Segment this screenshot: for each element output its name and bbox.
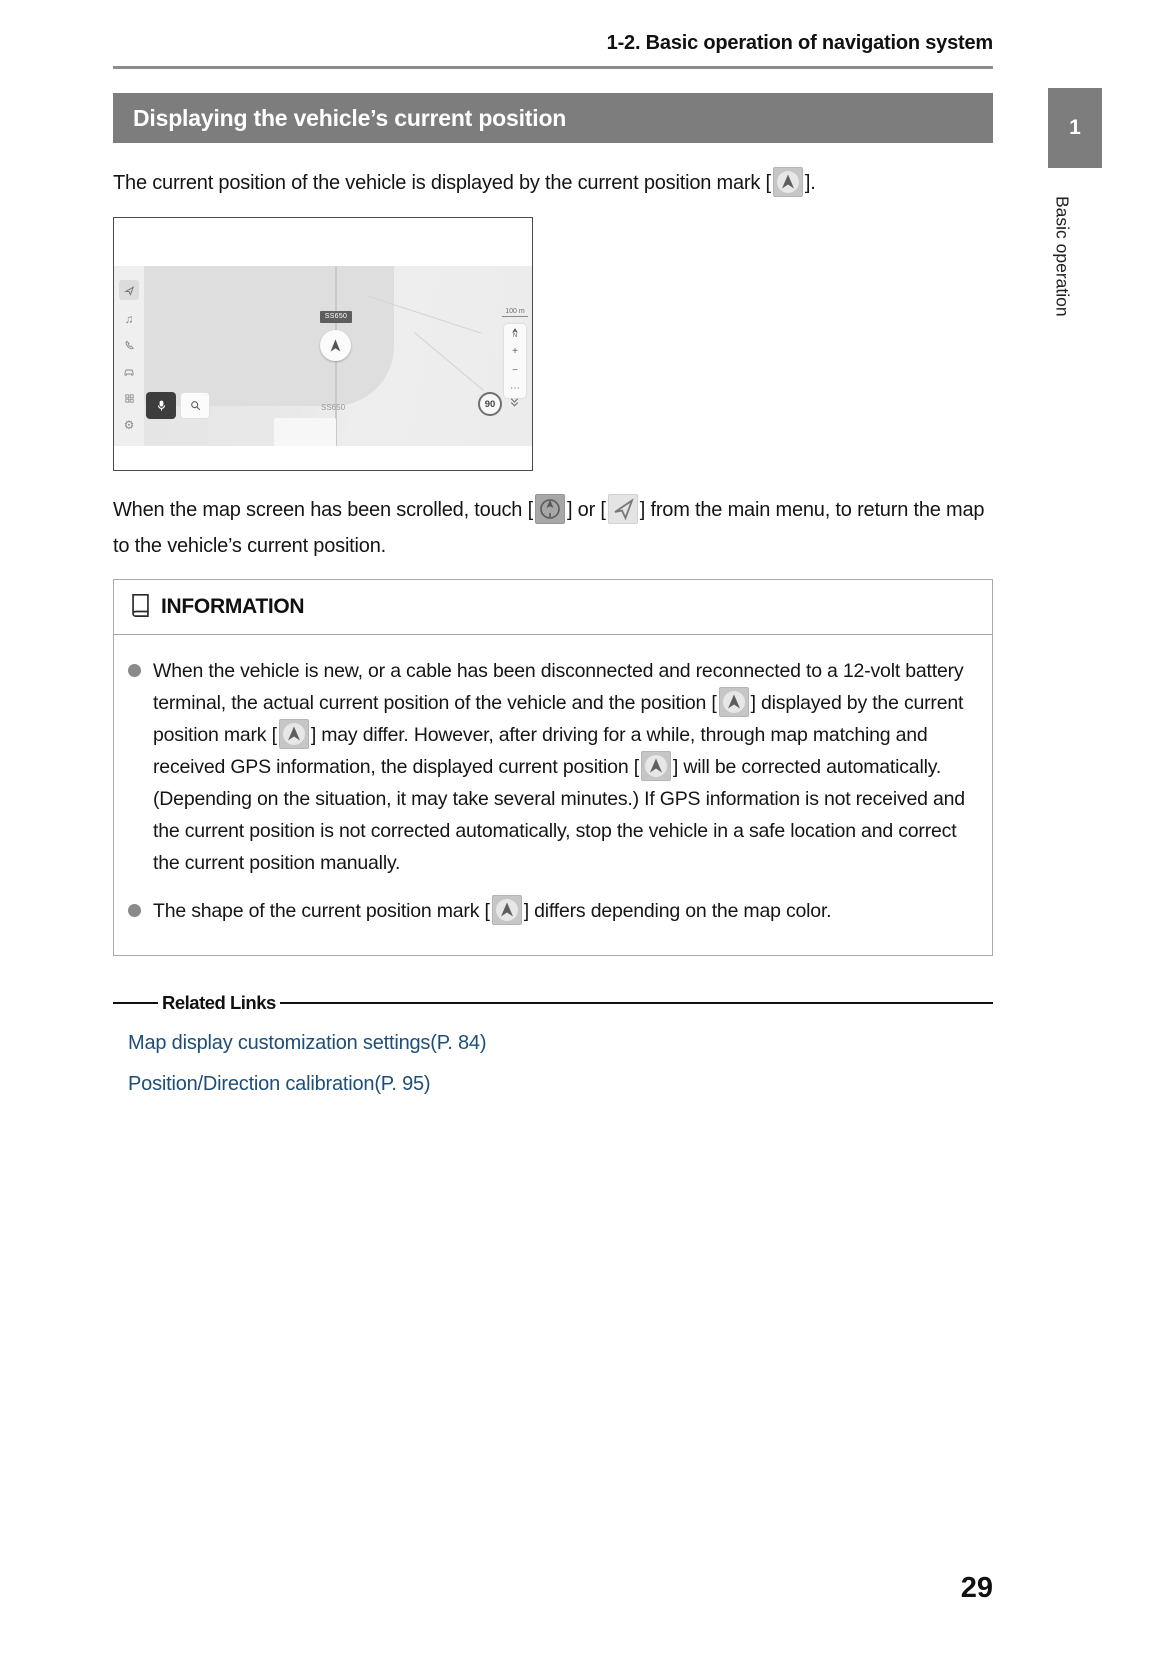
navigation-screenshot	[113, 217, 533, 471]
book-icon	[130, 592, 151, 623]
settings-gear-icon: ⚙	[123, 417, 135, 432]
current-position-mark-icon	[641, 751, 671, 781]
chapter-number: 1	[1069, 116, 1081, 139]
apps-grid-icon	[122, 391, 136, 405]
chapter-tab	[1048, 88, 1102, 168]
current-position-mark-icon	[492, 895, 522, 925]
compass-return-icon	[535, 494, 565, 524]
zoom-in-button: +	[512, 346, 518, 358]
section-title: Displaying the vehicle’s current position	[133, 105, 567, 131]
more-options-button: ⋯	[510, 383, 520, 395]
search-button	[180, 392, 210, 419]
current-position-mark-icon	[719, 687, 749, 717]
phone-icon	[122, 339, 136, 353]
header-rule	[113, 66, 993, 69]
map-scale-label: 100 m	[502, 308, 528, 317]
map-bottom-panel	[274, 418, 336, 446]
road-name-label: SS650	[321, 403, 346, 412]
link-map-display-customization[interactable]: Map display customization settings(P. 84)	[128, 1032, 487, 1054]
music-icon: ♫	[124, 312, 134, 327]
road-number-badge: SS650	[320, 311, 352, 323]
divider-line	[113, 1002, 158, 1004]
map-road	[414, 332, 484, 391]
scroll-note-paragraph: When the map screen has been scrolled, touch [ ] or [ ] from the main menu, to return the map to the vehicle’s current position.	[113, 492, 993, 564]
vehicle-position-mark	[320, 330, 351, 361]
bullet-icon	[128, 664, 141, 677]
content-column	[113, 0, 993, 1096]
zoom-out-button: −	[512, 364, 518, 376]
nav-screen-image	[114, 266, 532, 446]
info-bullet-item: When the vehicle is new, or a cable has been disconnected and reconnected to a 12-volt battery terminal, the actual current position of the vehicle and the position [ ] displayed by the current position mark [ ] may differ. However, after driving for a while, through map matching and received GPS information, the displayed current position [ ] will be corrected automatically.(Depending on the situation, it may take several minutes.) If GPS information is not received and the current position is not corrected automatically, stop the vehicle in a safe location and correct the current position manually.	[128, 655, 974, 879]
information-box	[113, 579, 993, 956]
information-title: INFORMATION	[161, 595, 305, 618]
related-links-heading	[113, 992, 993, 1014]
compass-north-icon: N	[512, 328, 518, 339]
map-area-shading	[144, 266, 394, 406]
intro-paragraph: The current position of the vehicle is displayed by the current position mark [ ].	[113, 165, 993, 201]
speed-limit-sign: 90	[478, 392, 502, 416]
nav-route-arrow-icon	[119, 280, 139, 300]
page-number: 29	[960, 1572, 993, 1604]
bullet-icon	[128, 904, 141, 917]
car-icon	[122, 365, 136, 379]
current-position-mark-icon	[279, 719, 309, 749]
section-title-bar	[113, 93, 993, 143]
current-position-mark-icon	[773, 167, 803, 197]
information-body	[114, 635, 992, 955]
chapter-label-vertical: Basic operation	[1052, 196, 1073, 317]
information-header	[114, 580, 992, 635]
nav-sidebar	[114, 266, 144, 446]
running-header: 1-2. Basic operation of navigation system	[606, 32, 993, 54]
link-position-direction-calibration[interactable]: Position/Direction calibration(P. 95)	[128, 1073, 431, 1095]
microphone-button	[146, 392, 176, 419]
map-controls	[504, 324, 526, 398]
collapse-chevrons-icon	[508, 396, 521, 414]
nav-arrow-return-icon	[608, 494, 638, 524]
divider-line	[280, 1002, 993, 1004]
info-bullet-item: The shape of the current position mark [ ] differs depending on the map color.	[128, 895, 974, 927]
related-links-title: Related Links	[162, 992, 276, 1013]
